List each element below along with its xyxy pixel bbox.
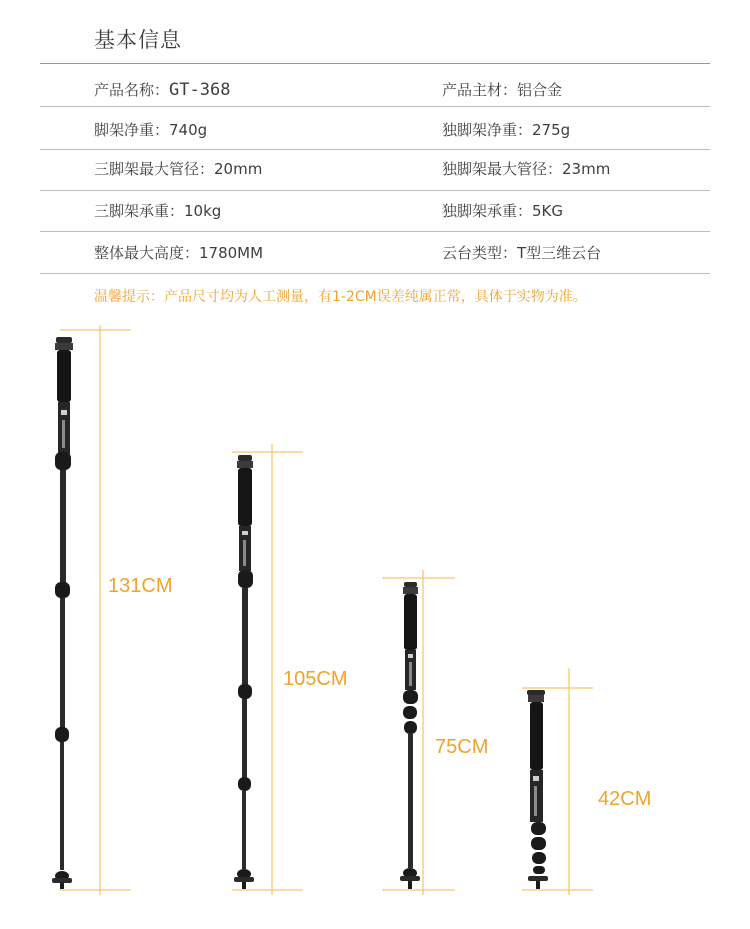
- monopod-42: [527, 690, 548, 889]
- spec-monopod-tube: 独脚架最大管径：23mm: [442, 160, 611, 178]
- height-label-131: 131CM: [108, 575, 173, 597]
- height-label-75: 75CM: [435, 736, 489, 758]
- height-guides: [60, 325, 593, 895]
- spec-tripod-tube: 三脚架最大管径：20mm: [94, 160, 263, 178]
- spec-product-name-value: GT-368: [169, 80, 231, 100]
- height-label-42: 42CM: [598, 788, 652, 810]
- spec-tripod-load: 三脚架承重：10kg: [94, 202, 222, 220]
- monopod-75: [400, 582, 420, 889]
- spec-monopod-weight: 独脚架净重：275g: [442, 121, 571, 139]
- monopod-105: [234, 455, 254, 889]
- height-label-105: 105CM: [283, 668, 348, 690]
- spec-head-type: 云台类型：T型三维云台: [442, 244, 602, 262]
- measurement-tip: 温馨提示：产品尺寸均为人工测量，有1-2CM误差纯属正常，具体于实物为准。: [94, 289, 587, 305]
- spec-product-name-label: 产品名称：: [94, 81, 170, 99]
- spec-max-height: 整体最大高度：1780MM: [94, 244, 264, 262]
- section-title: 基本信息: [94, 28, 182, 52]
- spec-material: 产品主材：铝合金: [442, 81, 563, 99]
- spec-monopod-load: 独脚架承重：5KG: [442, 202, 564, 220]
- monopod-131: [52, 337, 73, 889]
- spec-tripod-weight: 脚架净重：740g: [94, 121, 208, 139]
